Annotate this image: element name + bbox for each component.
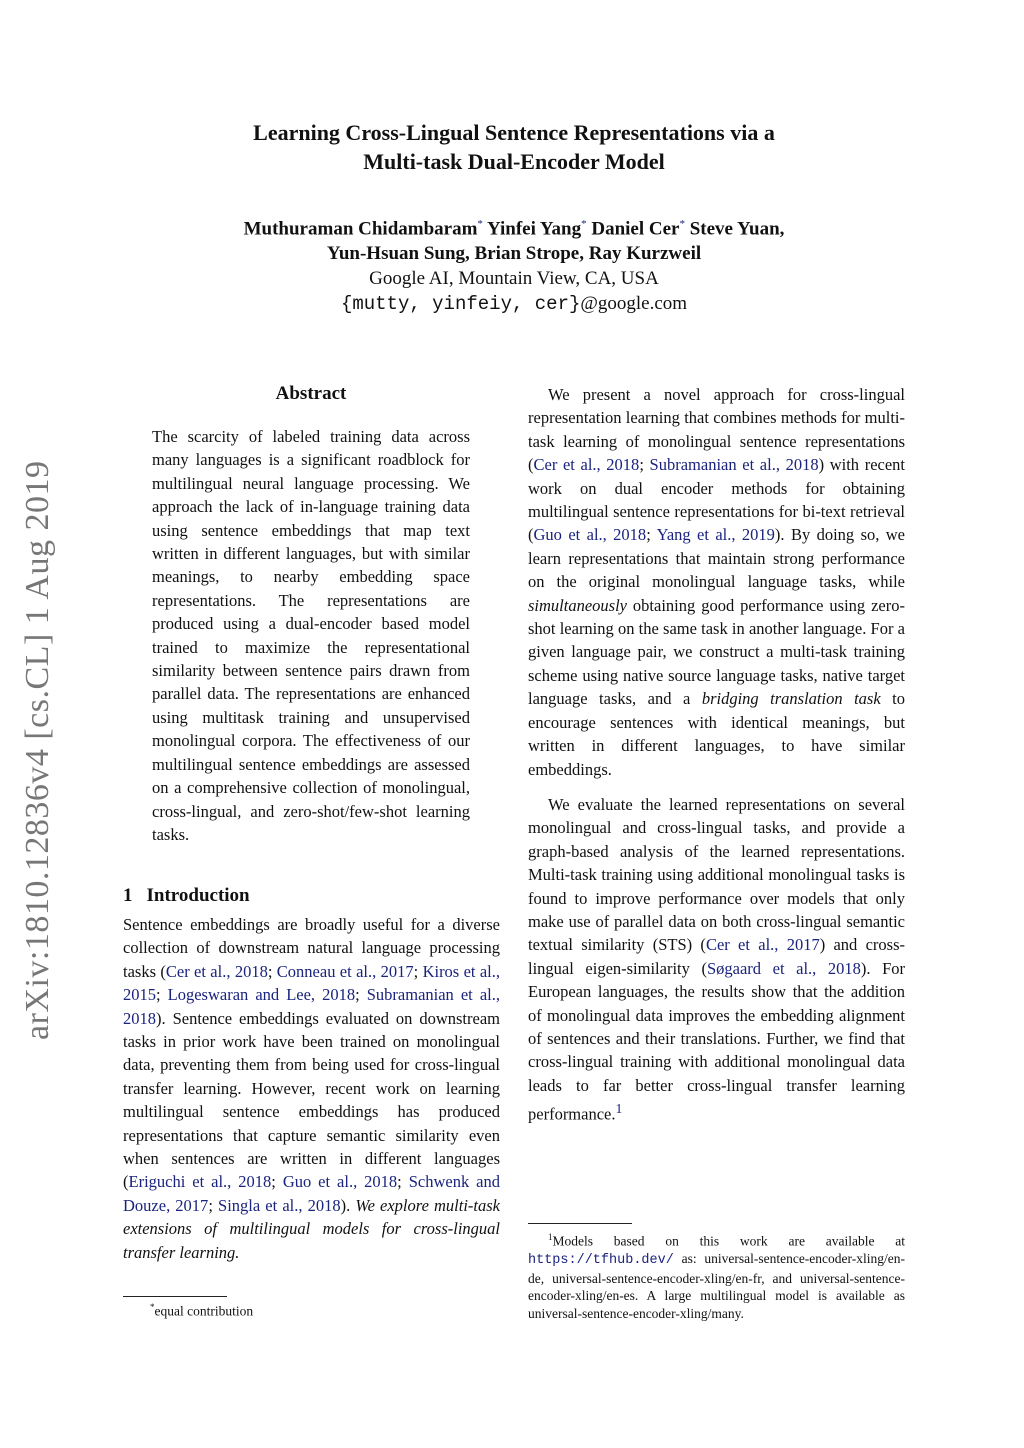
footnote-mark: 1 xyxy=(548,1232,553,1242)
abstract-body xyxy=(152,425,470,846)
citation-separator: ; xyxy=(413,961,423,981)
intro-italic-statement: We explore multi-task extensions of multilingual models for cross-lingual transfer learning. xyxy=(123,1195,500,1262)
introduction-body xyxy=(123,913,500,1264)
citation-link[interactable]: Kiros et al., 2015 xyxy=(123,961,501,1005)
author-line-2: Yun-Hsuan Sung, Brian Strope, Ray Kurzweil xyxy=(326,243,702,265)
section-heading-introduction xyxy=(123,885,250,907)
citation-link[interactable]: Eriguchi et al., 2018 xyxy=(128,1172,272,1192)
citation-link[interactable]: Subramanian et al., 2018 xyxy=(123,985,500,1028)
citation-separator: ; xyxy=(267,961,277,981)
equal-contribution-mark[interactable]: * xyxy=(679,218,685,230)
abstract-text: The scarcity of labeled training data across many languages is a significant roadblock for multilingual neural language processing. We approach the lack of in-language training data using sentence embeddings that map text written in different languages, but with similar meanings, to nearby embedding space representations. The representations are produced using a dual-encoder based model trained to maximize the representational similarity between sentence pairs drawn from parallel data. The representations are enhanced using multitask training and unsupervised monolingual corpora. The effectiveness of our multilingual sentence embeddings are assessed on a comprehensive collection of monolingual, cross-lingual, and zero-shot/few-shot learning tasks. xyxy=(152,427,470,844)
citation-separator: ; xyxy=(208,1195,219,1215)
citation-link[interactable]: Schwenk and Douze, 2017 xyxy=(123,1172,500,1215)
paper-title xyxy=(140,118,888,176)
right-column-body xyxy=(528,383,905,1126)
citation-link[interactable]: Søgaard et al., 2018 xyxy=(706,958,861,978)
citation-link[interactable]: Cer et al., 2018 xyxy=(165,961,268,981)
arxiv-identifier: arXiv:1810.12836v4 [cs.CL] 1 Aug 2019 xyxy=(19,460,56,1040)
author-1: Muthuraman Chidambaram xyxy=(243,218,478,240)
intro-text: ). Sentence embeddings evaluated on downstream tasks in prior work have been trained on monolingual data, preventing them from being used for cross-lingual transfer learning. However, recent work on learning multilingual sentence embeddings has produced representations that capture semantic similarity even when sentences are written in different languages ( xyxy=(123,1008,500,1192)
citation-separator: ; xyxy=(639,455,650,475)
right-paragraph-2 xyxy=(528,793,905,1126)
footnote-mark: * xyxy=(150,1302,155,1312)
section-title: Introduction xyxy=(146,885,250,906)
equal-contribution-mark[interactable]: * xyxy=(477,218,483,230)
author-block xyxy=(140,212,888,317)
email xyxy=(140,291,888,317)
body-text: to encourage sentences with identical meanings, but written in different languages, to have similar embeddings. xyxy=(528,689,905,779)
citation-separator: ; xyxy=(646,525,657,545)
citation-link[interactable]: Conneau et al., 2017 xyxy=(276,961,414,981)
footnote-text: Models based on this work are available at xyxy=(552,1233,905,1249)
right-paragraph-1 xyxy=(528,383,905,781)
author-3: Daniel Cer xyxy=(591,218,680,240)
citation-link[interactable]: Subramanian et al., 2018 xyxy=(649,455,819,475)
section-number: 1 xyxy=(123,885,133,906)
author-4: Steve Yuan, xyxy=(689,218,785,240)
body-text: obtaining good performance using zero-shot learning on the same task in another language. For a given language pair, we construct a multi-task training scheme using native source language tasks, native target language tasks, and a xyxy=(528,595,905,709)
italic-term: bridging translation task xyxy=(701,689,881,709)
footnote-equal-contribution xyxy=(150,1299,490,1320)
equal-contribution-mark[interactable]: * xyxy=(581,218,587,230)
author-line-1 xyxy=(140,212,888,241)
citation-separator: ; xyxy=(355,985,367,1005)
citation-link[interactable]: Guo et al., 2018 xyxy=(282,1172,398,1192)
body-text: We present a novel approach for cross-lingual representation learning that combines methods for multi-task learning of monolingual sentence representations ( xyxy=(528,385,905,475)
abstract-heading: Abstract xyxy=(275,383,347,404)
citation-link[interactable]: Guo et al., 2018 xyxy=(533,525,647,545)
citation-separator: ; xyxy=(156,985,168,1005)
body-text: ) with recent work on dual encoder methods for obtaining multilingual sentence representations for bi-text retrieval ( xyxy=(528,455,905,545)
affiliation: Google AI, Mountain View, CA, USA xyxy=(369,268,659,290)
footnote-text: as: universal-sentence-encoder-xling/en-de, universal-sentence-encoder-xling/en-fr, and universal-sentence-encoder-xling/en-es. A large multilingual model is available as universal-sentence-encoder-xling/many. xyxy=(528,1251,905,1321)
body-text: ). For European languages, the results show that the addition of monolingual data improves the embedding alignment of sentences and their translations. Further, we find that cross-lingual training with additional monolingual data leads to far better cross-lingual transfer learning performance. xyxy=(528,958,906,1124)
citation-link[interactable]: Cer et al., 2018 xyxy=(533,455,640,475)
tfhub-url-link[interactable]: https://tfhub.dev/ xyxy=(528,1253,674,1268)
body-text: ) and cross-lingual eigen-similarity ( xyxy=(528,935,906,978)
citation-link[interactable]: Cer et al., 2017 xyxy=(705,935,820,955)
citation-separator: ; xyxy=(271,1172,283,1192)
citation-link[interactable]: Logeswaran and Lee, 2018 xyxy=(167,985,356,1005)
email-users: {mutty, yinfeiy, cer} xyxy=(340,293,581,316)
author-2: Yinfei Yang xyxy=(486,218,582,240)
footnote-text: equal contribution xyxy=(154,1303,254,1319)
citation-link[interactable]: Yang et al., 2019 xyxy=(656,525,775,545)
title-line-1: Learning Cross-Lingual Sentence Representations via a xyxy=(253,120,775,145)
intro-paragraph xyxy=(123,913,500,1264)
intro-text: ). xyxy=(340,1195,356,1215)
citation-separator: ; xyxy=(397,1172,409,1192)
body-text: We evaluate the learned representations on several monolingual and cross-lingual tasks, and provide a graph-based analysis of the learned representations. Multi-task training using additional monolingual tasks is found to improve performance over models that only make use of parallel data on both cross-lingual semantic textual similarity (STS) ( xyxy=(528,794,905,955)
email-domain: @google.com xyxy=(580,293,688,315)
intro-text: Sentence embeddings are broadly useful for a diverse collection of downstream natural language processing tasks ( xyxy=(123,915,500,981)
footnote-ref-1[interactable]: 1 xyxy=(615,1101,623,1117)
italic-term: simultaneously xyxy=(528,595,627,615)
citation-link[interactable]: Singla et al., 2018 xyxy=(218,1195,341,1215)
body-text: ). By doing so, we learn representations that maintain strong performance on the original monolingual language tasks, while xyxy=(528,525,906,592)
footnote-1 xyxy=(528,1229,905,1322)
footnote-rule-left xyxy=(123,1296,227,1297)
footnote-rule-right xyxy=(528,1223,632,1224)
title-line-2: Multi-task Dual-Encoder Model xyxy=(363,149,665,174)
